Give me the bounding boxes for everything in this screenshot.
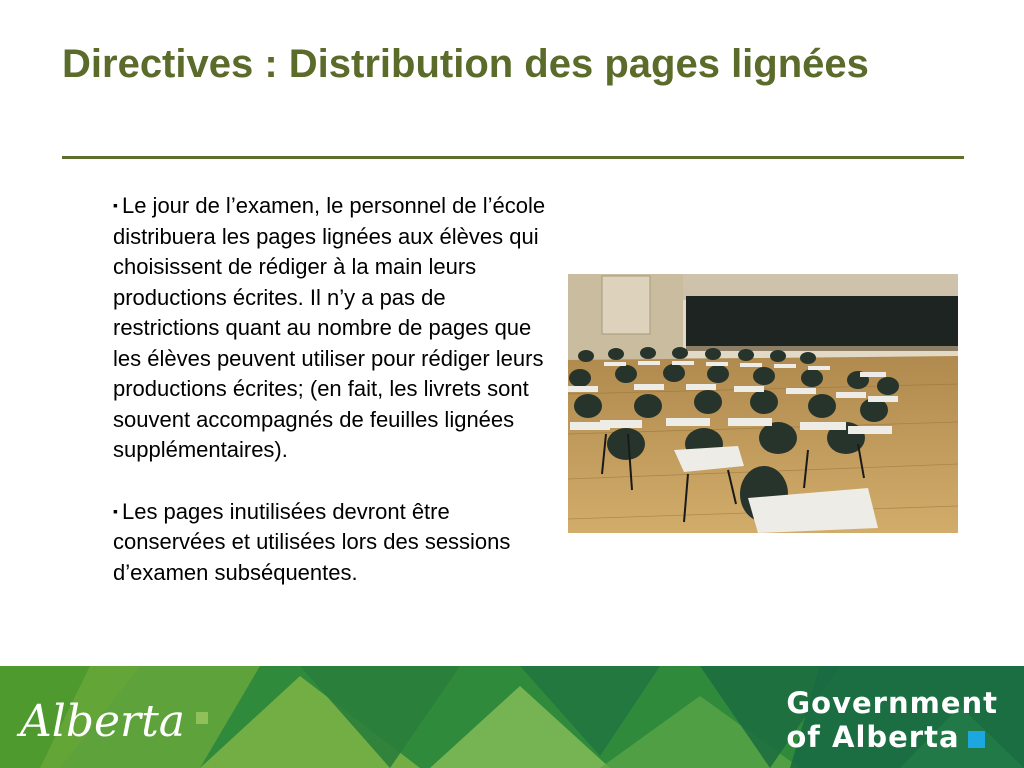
gov-line-1: Government [786,686,998,720]
bullet-marker: ▪ [113,502,118,519]
gov-line-2: of Alberta [786,720,960,754]
bullet-text: Les pages inutilisées devront être conservées et utilisées lors des sessions d’examen subséquentes. [113,498,511,585]
alberta-logo: Alberta [20,696,185,747]
title-divider [62,156,964,159]
government-of-alberta-logo [786,686,998,754]
bullet-marker: ▪ [113,197,118,213]
classroom-photo [568,274,958,533]
bullet-item [113,190,553,466]
bullet-item [113,496,553,589]
slide-body [113,190,553,588]
bullet-text: Le jour de l’examen, le personnel de l’école distribuera les pages lignées aux élèves qui choisissent de rédiger à la main leurs productions écrites. Il n’y a pas de restrictions quant au nombre de pages que les élèves peuvent utiliser pour rédiger leurs productions écrites; (en fait, les livrets sont souvent accompagnés de feuilles lignées supplémentaires). [113,193,546,462]
blue-square-icon [968,731,985,748]
alberta-logo-mark [196,712,208,724]
slide-title: Directives : Distribution des pages lignées [62,42,869,86]
